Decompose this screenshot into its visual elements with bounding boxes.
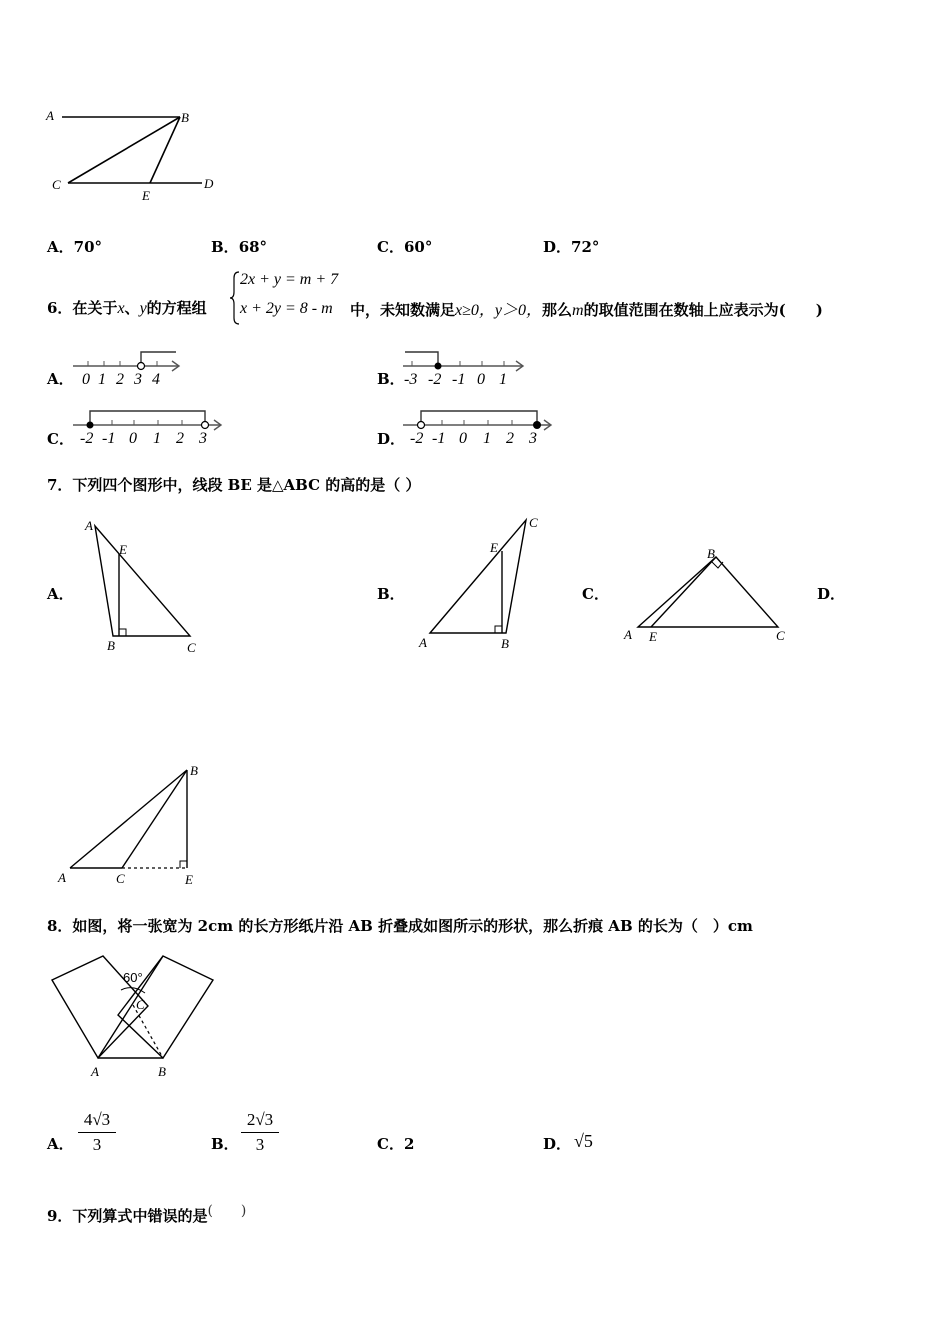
q5-label-b: B: [181, 110, 189, 125]
q6-var-y: y: [139, 300, 147, 317]
q6-prefix: 6．在关于: [47, 299, 118, 317]
q5-option-a[interactable]: [47, 236, 102, 257]
q5-label-c: C: [52, 177, 61, 192]
q7-b-label-b: B: [501, 636, 509, 651]
q7-c-label-a: A: [624, 627, 632, 642]
q8-figure: [45, 948, 225, 1083]
axis-label: 3: [134, 371, 142, 388]
axis-label: -1: [102, 430, 116, 447]
q6-option-b-numberline[interactable]: [400, 347, 530, 389]
q7-a-label-c: C: [187, 640, 196, 655]
q7-a-label-e: E: [119, 542, 127, 557]
q6-eq1: 2x + y = m + 7: [240, 271, 339, 288]
q6-cond2: y＞0，: [494, 302, 543, 319]
axis-label: -2: [80, 430, 94, 447]
q7-c-label-e: E: [649, 629, 657, 644]
q6-option-a-numberline[interactable]: [70, 347, 185, 389]
axis-label: 0: [477, 371, 485, 388]
axis-label: 1: [153, 430, 161, 447]
q8-label-c: C: [136, 997, 145, 1012]
q7-b-label-c: C: [529, 515, 538, 530]
q8-stem: 8．如图，将一张宽为 2cm 的长方形纸片沿 AB 折叠成如图所示的形状，那么折痕 AB 的长为（ ）cm: [47, 917, 753, 935]
option-letter: D．: [543, 238, 572, 256]
q6-option-d-letter[interactable]: D．: [377, 430, 406, 448]
option-text: 2: [403, 1135, 415, 1153]
q7-c-label-c: C: [776, 628, 785, 643]
q6-option-c-letter[interactable]: C．: [47, 430, 74, 448]
axis-label: -2: [410, 430, 424, 447]
q7-figure-a[interactable]: [75, 512, 215, 660]
axis-label: 2: [506, 430, 514, 447]
q8-option-a-denominator: 3: [92, 1135, 102, 1154]
q5-option-b[interactable]: [211, 236, 267, 257]
axis-label: 0: [129, 430, 137, 447]
q8-option-c[interactable]: [377, 1133, 414, 1154]
option-letter: A．: [47, 238, 74, 256]
q8-option-d-letter[interactable]: D．: [543, 1135, 572, 1153]
q8-option-a-numerator: 4√3: [83, 1110, 111, 1129]
option-text: 60°: [403, 238, 433, 256]
q7-c-label-b: B: [707, 546, 715, 561]
q8-label-b: B: [158, 1064, 166, 1079]
q6-suffix-a: 中，未知数满足: [350, 301, 456, 319]
q8-label-a: A: [91, 1064, 99, 1079]
q8-option-a-letter[interactable]: A．: [47, 1135, 74, 1153]
q6-suffix-c: 的取值范围在数轴上应表示为( ): [583, 301, 823, 319]
option-letter: C．: [377, 238, 404, 256]
q6-var-x: x: [117, 300, 125, 317]
option-text: 68°: [238, 238, 268, 256]
q5-line-be: [150, 117, 180, 183]
axis-label: 1: [499, 371, 507, 388]
q5-figure: [40, 100, 240, 210]
q7-option-b-letter[interactable]: B．: [377, 585, 405, 603]
q8-angle-label: 60°: [123, 970, 143, 985]
q6-option-d-numberline[interactable]: [400, 405, 560, 447]
q7-a-label-b: B: [107, 638, 115, 653]
axis-label: 0: [82, 371, 90, 388]
q6-option-c-numberline[interactable]: [70, 405, 230, 447]
option-letter: B．: [211, 238, 239, 256]
q6-var-m: m: [572, 302, 584, 319]
axis-label: -2: [428, 371, 442, 388]
axis-label: 1: [483, 430, 491, 447]
q5-label-d: D: [204, 176, 214, 191]
q6-option-b-letter[interactable]: B．: [377, 370, 405, 388]
axis-label: 2: [176, 430, 184, 447]
q7-b-label-a: A: [419, 635, 427, 650]
q7-figure-b[interactable]: [414, 510, 554, 655]
fraction-bar: [78, 1132, 116, 1133]
q6-option-a-letter[interactable]: A．: [47, 370, 74, 388]
q7-b-label-e: E: [490, 540, 498, 555]
axis-label: 1: [98, 371, 106, 388]
axis-label: 0: [459, 430, 467, 447]
q6-cond1: x≥0，: [455, 302, 495, 319]
q9-stem: [47, 1205, 246, 1226]
q5-option-c[interactable]: [377, 236, 432, 257]
q8-option-b-letter[interactable]: B．: [211, 1135, 239, 1153]
axis-label: -1: [452, 371, 466, 388]
option-text: 70°: [73, 238, 103, 256]
q6-stem: [47, 297, 207, 318]
q6-eq2: x + 2y = 8 - m: [240, 300, 333, 317]
q7-stem: 7．下列四个图形中，线段 BE 是△ABC 的高的是（ ）: [47, 476, 421, 494]
q7-option-c-letter[interactable]: C．: [582, 585, 609, 603]
q7-figure-c[interactable]: [618, 545, 798, 650]
q6-sep: 、: [124, 299, 140, 317]
q8-option-b-fraction[interactable]: [241, 1110, 279, 1155]
q7-a-label-a: A: [85, 518, 93, 533]
q8-option-b-numerator: 2√3: [246, 1110, 274, 1129]
axis-label: 3: [199, 430, 207, 447]
q6-suffix-b: 那么: [542, 301, 573, 319]
q7-d-label-b: B: [190, 763, 198, 778]
q6-stem-tail: [350, 297, 823, 320]
axis-label: 3: [529, 430, 537, 447]
axis-label: 4: [152, 371, 160, 388]
q9-stem-text: 9．下列算式中错误的是: [47, 1207, 208, 1225]
q5-line-cb: [68, 117, 180, 183]
q7-option-d-letter[interactable]: D．: [817, 585, 846, 603]
q7-d-label-c: C: [116, 871, 125, 886]
q6-mid: 的方程组: [146, 299, 207, 317]
option-letter: C．: [377, 1135, 404, 1153]
axis-label: 2: [116, 371, 124, 388]
q8-option-b-denominator: 3: [255, 1135, 265, 1154]
axis-label: -3: [404, 371, 418, 388]
q5-label-a: A: [46, 108, 54, 123]
q5-label-e: E: [142, 188, 150, 203]
axis-label: -1: [432, 430, 446, 447]
q7-d-label-e: E: [185, 872, 193, 887]
fraction-bar: [241, 1132, 279, 1133]
q8-option-a-fraction[interactable]: [78, 1110, 116, 1155]
option-text: 72°: [571, 238, 600, 256]
q7-option-a-letter[interactable]: A．: [47, 585, 74, 603]
q8-option-d-value[interactable]: √5: [574, 1131, 593, 1151]
q7-figure-d[interactable]: [54, 758, 214, 888]
q5-option-d[interactable]: [543, 236, 599, 257]
q9-answer-paren: ( ): [207, 1203, 247, 1219]
q7-d-label-a: A: [58, 870, 66, 885]
